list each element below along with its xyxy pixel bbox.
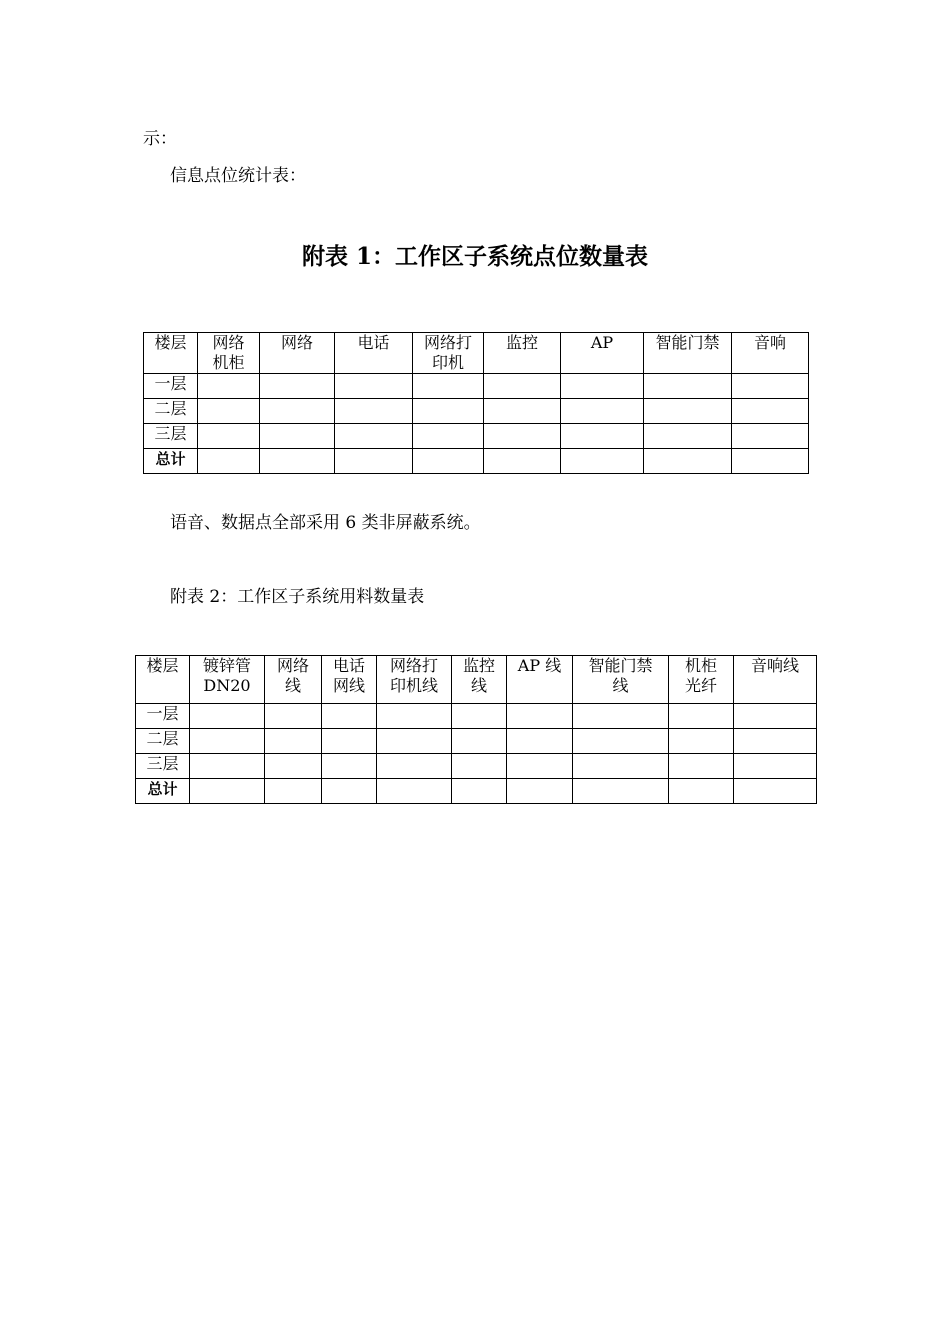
data-cell [190,704,265,729]
header-cell: 网络 线 [265,656,322,704]
total-cell: 总计 [144,449,198,474]
material-quantity-table [135,655,817,804]
data-cell [734,704,817,729]
data-cell [265,754,322,779]
header-cell: 网络 机柜 [198,333,260,374]
data-cell [322,779,377,804]
continued-text: 示： [143,129,177,149]
data-cell [265,729,322,754]
data-cell [669,704,734,729]
data-cell [198,399,260,424]
data-cell [322,729,377,754]
data-cell [452,704,507,729]
point-count-table [143,332,809,474]
table1-title: 附表 1：工作区子系统点位数量表 [301,243,648,270]
data-cell [190,729,265,754]
data-cell [669,729,734,754]
table-total-row [136,779,817,804]
data-cell [190,754,265,779]
floor-cell: 二层 [136,729,190,754]
data-cell [452,729,507,754]
data-cell [265,704,322,729]
header-cell: 监控 [484,333,561,374]
table-header-row [136,656,817,704]
data-cell [198,424,260,449]
data-cell [260,374,335,399]
data-cell [322,754,377,779]
data-cell [573,704,669,729]
data-cell [732,424,809,449]
data-cell [190,779,265,804]
intro-paragraph: 信息点位统计表： [170,166,306,186]
table-row [144,399,809,424]
data-cell [507,704,573,729]
table-header-row [144,333,809,374]
header-cell: 机柜 光纤 [669,656,734,704]
header-cell: 镀锌管 DN20 [190,656,265,704]
floor-cell: 三层 [144,424,198,449]
header-cell: 智能门禁 [644,333,732,374]
data-cell [484,424,561,449]
data-cell [732,374,809,399]
data-cell [734,754,817,779]
data-cell [377,729,452,754]
data-cell [644,424,732,449]
data-cell [734,779,817,804]
data-cell [507,779,573,804]
header-cell: AP [561,333,644,374]
header-cell: 电话 [335,333,413,374]
header-cell: AP 线 [507,656,573,704]
data-cell [561,449,644,474]
data-cell [198,374,260,399]
cabling-note: 语音、数据点全部采用 6 类非屏蔽系统。 [170,513,481,533]
data-cell [377,754,452,779]
data-cell [644,449,732,474]
floor-cell: 一层 [136,704,190,729]
data-cell [484,374,561,399]
table-row [136,754,817,779]
data-cell [260,399,335,424]
data-cell [413,374,484,399]
data-cell [484,399,561,424]
header-cell: 电话 网线 [322,656,377,704]
data-cell [561,424,644,449]
header-cell: 网络打 印机 [413,333,484,374]
data-cell [377,704,452,729]
data-cell [335,449,413,474]
header-cell: 音响线 [734,656,817,704]
data-cell [644,399,732,424]
data-cell [573,754,669,779]
data-cell [507,729,573,754]
data-cell [322,704,377,729]
header-cell: 监控 线 [452,656,507,704]
data-cell [732,449,809,474]
header-cell: 网络打 印机线 [377,656,452,704]
header-cell: 音响 [732,333,809,374]
header-cell: 智能门禁 线 [573,656,669,704]
data-cell [335,399,413,424]
total-cell: 总计 [136,779,190,804]
data-cell [669,779,734,804]
data-cell [669,754,734,779]
floor-cell: 二层 [144,399,198,424]
table-total-row [144,449,809,474]
floor-cell: 三层 [136,754,190,779]
data-cell [377,779,452,804]
data-cell [452,754,507,779]
table2-caption: 附表 2：工作区子系统用料数量表 [170,587,425,607]
header-cell: 楼层 [136,656,190,704]
data-cell [561,374,644,399]
data-cell [260,449,335,474]
table-row [144,374,809,399]
header-cell: 楼层 [144,333,198,374]
data-cell [573,779,669,804]
data-cell [335,424,413,449]
data-cell [573,729,669,754]
table-row [144,424,809,449]
data-cell [413,399,484,424]
floor-cell: 一层 [144,374,198,399]
data-cell [484,449,561,474]
data-cell [265,779,322,804]
data-cell [734,729,817,754]
table-row [136,704,817,729]
header-cell: 网络 [260,333,335,374]
data-cell [732,399,809,424]
table-row [136,729,817,754]
data-cell [198,449,260,474]
data-cell [413,449,484,474]
data-cell [335,374,413,399]
data-cell [561,399,644,424]
data-cell [452,779,507,804]
data-cell [260,424,335,449]
data-cell [413,424,484,449]
data-cell [644,374,732,399]
data-cell [507,754,573,779]
